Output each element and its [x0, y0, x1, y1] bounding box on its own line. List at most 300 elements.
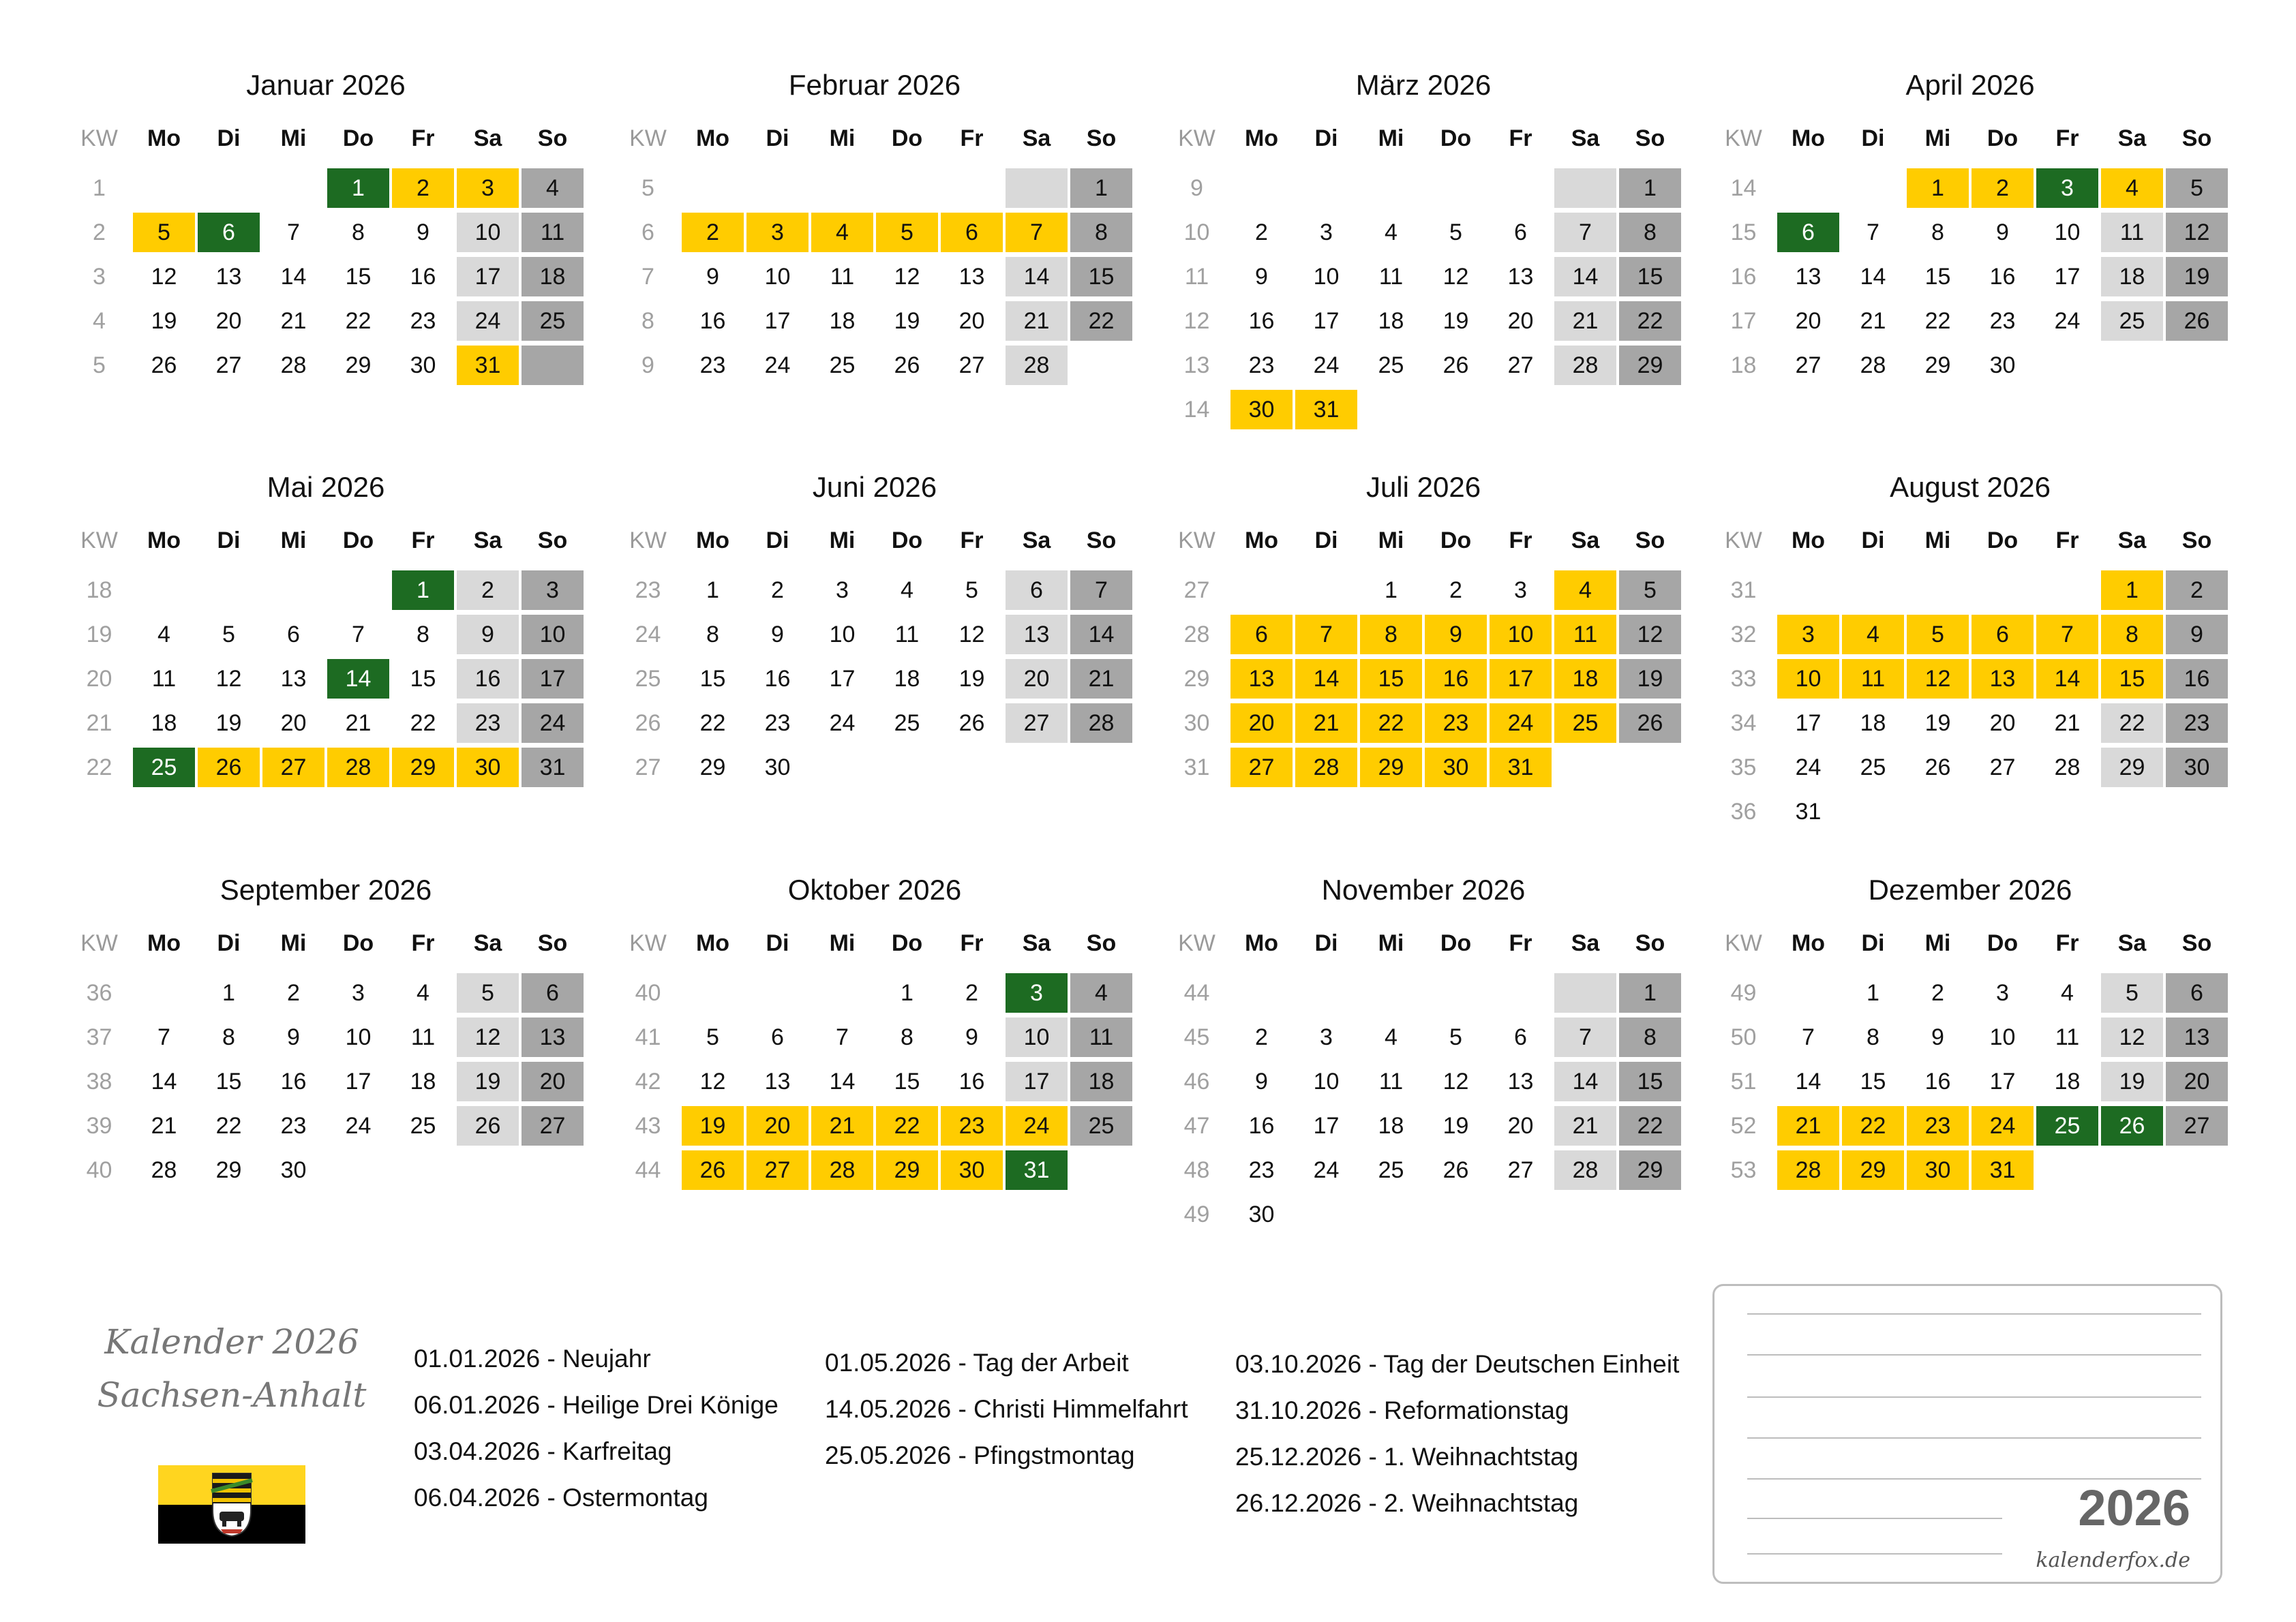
day-cell: 17: [829, 666, 856, 692]
day-cell: 7: [836, 1024, 849, 1050]
day-cell: 25: [1378, 352, 1404, 378]
weekday-header: Mi: [280, 527, 307, 553]
day-cell: 15: [1360, 659, 1422, 699]
weekday-header: Mo: [1244, 125, 1279, 151]
week-number: 8: [641, 308, 654, 334]
day-cell: 27: [1230, 748, 1293, 787]
day-cell: 29: [699, 754, 726, 780]
empty-day-cell: [1006, 748, 1068, 787]
day-cell: 17: [1313, 308, 1340, 334]
day-cell: 7: [1554, 1017, 1616, 1057]
week-number: 10: [1183, 219, 1210, 245]
week-number: 17: [1730, 308, 1757, 334]
day-cell: 4: [1070, 973, 1132, 1013]
day-cell: 12: [1907, 659, 1969, 699]
week-row: [1164, 1016, 1682, 1058]
note-line: [1747, 1437, 2201, 1439]
day-cell: 13: [280, 666, 307, 692]
day-cell: 24: [1313, 1157, 1340, 1183]
weekday-header: Sa: [1571, 930, 1600, 956]
day-cell: 23: [2166, 703, 2228, 743]
month-title: September 2026: [220, 874, 432, 906]
day-cell: 18: [2054, 1069, 2081, 1095]
weekday-header: Mo: [1244, 930, 1279, 956]
weekday-header: Di: [1314, 930, 1338, 956]
weekday-header: Do: [1987, 125, 2019, 151]
weekday-header: Fr: [411, 125, 435, 151]
kw-header: KW: [80, 930, 118, 956]
week-number: 49: [1730, 980, 1757, 1006]
day-cell: 29: [1842, 1150, 1904, 1190]
day-cell: 13: [215, 264, 242, 290]
day-cell: 11: [151, 666, 177, 692]
weekday-header: Fr: [960, 930, 984, 956]
week-row: [1711, 613, 2229, 656]
empty-day-cell: [2036, 570, 2098, 610]
day-cell: 13: [1507, 264, 1534, 290]
coat-of-arms-icon: [210, 1471, 254, 1539]
empty-day-cell: [1360, 168, 1422, 208]
empty-day-cell: [1554, 168, 1616, 208]
empty-day-cell: [1972, 792, 2034, 831]
empty-day-cell: [1425, 1195, 1487, 1234]
week-number: 51: [1730, 1069, 1757, 1095]
day-cell: 20: [1989, 710, 2016, 736]
week-number: 25: [635, 666, 661, 692]
day-cell: 25: [410, 1113, 436, 1139]
day-cell: 28: [151, 1157, 177, 1183]
weekday-header: So: [537, 930, 568, 956]
day-cell: 21: [1554, 301, 1616, 341]
week-row: [67, 1060, 585, 1103]
weekday-header: Sa: [2117, 527, 2147, 553]
day-cell: 8: [1867, 1024, 1879, 1050]
empty-day-cell: [1554, 748, 1616, 787]
weekday-header: Di: [1314, 527, 1338, 553]
day-cell: 29: [215, 1157, 242, 1183]
day-cell: 12: [151, 264, 177, 290]
day-cell: 19: [682, 1106, 744, 1146]
day-cell: 20: [1006, 659, 1068, 699]
day-cell: 2: [1255, 219, 1268, 245]
month-title: Mai 2026: [267, 471, 385, 503]
week-row: [1711, 344, 2229, 386]
week-row: [67, 167, 585, 209]
day-cell: 27: [262, 748, 324, 787]
week-row: [1711, 1060, 2229, 1103]
empty-day-cell: [1490, 973, 1552, 1013]
day-cell: 25: [1554, 703, 1616, 743]
day-cell: 26: [682, 1150, 744, 1190]
day-cell: 14: [829, 1069, 856, 1095]
day-cell: 6: [1514, 1024, 1527, 1050]
weekday-header: Di: [766, 527, 789, 553]
day-cell: 26: [958, 710, 985, 736]
day-cell: 8: [1619, 213, 1681, 252]
empty-day-cell: [746, 973, 809, 1013]
note-line: [1747, 1553, 2002, 1555]
day-cell: 27: [215, 352, 242, 378]
day-cell: 29: [2101, 748, 2163, 787]
day-cell: 1: [1070, 168, 1132, 208]
day-cell: 8: [706, 622, 719, 647]
week-number: 36: [86, 980, 112, 1006]
day-cell: 5: [1619, 570, 1681, 610]
day-cell: 21: [280, 308, 307, 334]
day-cell: 20: [958, 308, 985, 334]
holiday-list-2: [825, 1340, 1188, 1479]
day-cell: 6: [2166, 973, 2228, 1013]
day-cell: 20: [746, 1106, 809, 1146]
month-title: Januar 2026: [246, 69, 406, 101]
day-cell: 21: [1554, 1106, 1616, 1146]
weekday-header: Do: [891, 527, 923, 553]
day-cell: 3: [1006, 973, 1068, 1013]
note-line: [1747, 1518, 2002, 1519]
week-row: [67, 658, 585, 700]
day-cell: 25: [1860, 754, 1886, 780]
kw-header: KW: [629, 930, 667, 956]
kw-header: KW: [1725, 527, 1762, 553]
day-cell: 24: [345, 1113, 372, 1139]
day-cell: 15: [215, 1069, 242, 1095]
state-title: Sachsen-Anhalt: [97, 1375, 367, 1415]
weekday-header: Fr: [1509, 930, 1532, 956]
empty-day-cell: [2036, 792, 2098, 831]
day-cell: 22: [1842, 1106, 1904, 1146]
day-cell: 1: [392, 570, 454, 610]
day-cell: 15: [345, 264, 372, 290]
day-cell: 9: [1996, 219, 2009, 245]
week-number: 33: [1730, 666, 1757, 692]
day-cell: 19: [1442, 308, 1469, 334]
day-cell: 7: [1802, 1024, 1815, 1050]
month-title: Dezember 2026: [1868, 874, 2072, 906]
day-cell: 2: [682, 213, 744, 252]
week-number: 27: [635, 754, 661, 780]
week-number: 45: [1183, 1024, 1210, 1050]
empty-day-cell: [2166, 1150, 2228, 1190]
day-cell: 5: [876, 213, 938, 252]
day-cell: 3: [522, 570, 584, 610]
weekday-header: Di: [1861, 125, 1885, 151]
holiday-item: 03.04.2026 - Karfreitag: [414, 1437, 672, 1465]
day-cell: 16: [699, 308, 726, 334]
week-number: 34: [1730, 710, 1757, 736]
day-cell: 6: [1230, 615, 1293, 654]
calendar-title: Kalender 2026: [104, 1322, 359, 1362]
day-cell: 20: [215, 308, 242, 334]
day-cell: 22: [215, 1113, 242, 1139]
day-cell: 14: [2036, 659, 2098, 699]
day-cell: 28: [1777, 1150, 1839, 1190]
week-number: 14: [1730, 175, 1757, 201]
day-cell: 12: [2101, 1017, 2163, 1057]
weekday-header: So: [1086, 125, 1117, 151]
day-cell: 13: [522, 1017, 584, 1057]
empty-day-cell: [1006, 168, 1068, 208]
notes-box: [1712, 1284, 2222, 1584]
weekday-header: Do: [891, 125, 923, 151]
day-cell: 30: [457, 748, 519, 787]
day-cell: 30: [280, 1157, 307, 1183]
weekday-header: Sa: [1571, 527, 1600, 553]
day-cell: 13: [764, 1069, 791, 1095]
day-cell: 10: [1313, 264, 1340, 290]
day-cell: 5: [965, 577, 978, 603]
weekday-header: Fr: [2055, 930, 2079, 956]
week-number: 24: [635, 622, 661, 647]
weekday-header: So: [2181, 930, 2212, 956]
day-cell: 31: [1795, 799, 1822, 825]
day-cell: 2: [1972, 168, 2034, 208]
weekday-header: Fr: [411, 527, 435, 553]
day-cell: 28: [1006, 346, 1068, 385]
day-cell: 18: [1378, 308, 1404, 334]
weekday-header: Fr: [411, 930, 435, 956]
day-cell: 25: [522, 301, 584, 341]
day-cell: 22: [1924, 308, 1951, 334]
weekday-header: Di: [766, 125, 789, 151]
day-cell: 11: [2055, 1024, 2080, 1050]
day-cell: 24: [829, 710, 856, 736]
empty-day-cell: [811, 973, 873, 1013]
day-cell: 12: [958, 622, 985, 647]
day-cell: 26: [894, 352, 920, 378]
day-cell: 1: [901, 980, 913, 1006]
day-cell: 15: [1619, 257, 1681, 296]
week-row: [616, 746, 1134, 789]
weekday-header: Fr: [2055, 125, 2079, 151]
empty-day-cell: [2036, 1150, 2098, 1190]
day-cell: 11: [1378, 1069, 1404, 1095]
weekday-header-row: [1164, 119, 1682, 157]
empty-day-cell: [682, 973, 744, 1013]
kw-header: KW: [1178, 527, 1215, 553]
empty-day-cell: [1554, 1195, 1616, 1234]
day-cell: 26: [1442, 352, 1469, 378]
weekday-header: So: [1086, 930, 1117, 956]
day-cell: 17: [345, 1069, 372, 1095]
day-cell: 19: [2101, 1062, 2163, 1101]
week-row: [1711, 702, 2229, 744]
day-cell: 12: [894, 264, 920, 290]
day-cell: 14: [1070, 615, 1132, 654]
week-row: [1164, 211, 1682, 254]
empty-day-cell: [876, 748, 938, 787]
day-cell: 28: [327, 748, 389, 787]
week-number: 5: [93, 352, 106, 378]
empty-day-cell: [198, 570, 260, 610]
empty-day-cell: [1070, 748, 1132, 787]
week-row: [616, 702, 1134, 744]
day-cell: 21: [151, 1113, 177, 1139]
week-row: [1164, 344, 1682, 386]
day-cell: 15: [410, 666, 436, 692]
day-cell: 18: [522, 257, 584, 296]
week-row: [67, 1016, 585, 1058]
week-number: 35: [1730, 754, 1757, 780]
week-number: 42: [635, 1069, 661, 1095]
day-cell: 26: [151, 352, 177, 378]
day-cell: 2: [771, 577, 784, 603]
week-number: 7: [641, 264, 654, 290]
month-title: März 2026: [1355, 69, 1492, 101]
day-cell: 19: [457, 1062, 519, 1101]
day-cell: 23: [941, 1106, 1003, 1146]
empty-day-cell: [1070, 1150, 1132, 1190]
empty-day-cell: [1425, 390, 1487, 429]
week-number: 49: [1183, 1202, 1210, 1227]
week-row: [67, 1105, 585, 1147]
day-cell: 3: [457, 168, 519, 208]
empty-day-cell: [1554, 390, 1616, 429]
week-number: 21: [86, 710, 112, 736]
day-cell: 9: [417, 219, 429, 245]
day-cell: 14: [1006, 257, 1068, 296]
day-cell: 19: [894, 308, 920, 334]
weekday-header-row: [67, 119, 585, 157]
weekday-header: Mo: [695, 527, 730, 553]
week-row: [616, 613, 1134, 656]
day-cell: 18: [1070, 1062, 1132, 1101]
week-number: 38: [86, 1069, 112, 1095]
note-line: [1747, 1396, 2201, 1398]
month-title: Juni 2026: [812, 471, 937, 503]
day-cell: 25: [1070, 1106, 1132, 1146]
day-cell: 8: [1070, 213, 1132, 252]
empty-day-cell: [811, 168, 873, 208]
day-cell: 12: [215, 666, 242, 692]
weekday-header: Do: [342, 125, 374, 151]
weekday-header: So: [1635, 125, 1665, 151]
empty-day-cell: [1230, 168, 1293, 208]
day-cell: 8: [901, 1024, 913, 1050]
day-cell: 26: [1619, 703, 1681, 743]
day-cell: 20: [1795, 308, 1822, 334]
week-row: [616, 300, 1134, 342]
holiday-list-1: [414, 1336, 779, 1521]
day-cell: 16: [958, 1069, 985, 1095]
week-row: [1164, 256, 1682, 298]
weekday-header: Do: [1987, 527, 2019, 553]
day-cell: 15: [1619, 1062, 1681, 1101]
week-row: [67, 256, 585, 298]
empty-day-cell: [1777, 973, 1839, 1013]
weekday-header-row: [616, 924, 1134, 962]
day-cell: 16: [1248, 308, 1275, 334]
week-row: [616, 344, 1134, 386]
day-cell: 4: [157, 622, 170, 647]
week-row: [1711, 791, 2229, 833]
week-number: 27: [1183, 577, 1210, 603]
week-number: 22: [86, 754, 112, 780]
week-row: [67, 569, 585, 611]
holiday-item: 31.10.2026 - Reformationstag: [1235, 1396, 1569, 1424]
week-number: 12: [1183, 308, 1210, 334]
day-cell: 1: [1867, 980, 1879, 1006]
day-cell: 19: [958, 666, 985, 692]
week-number: 18: [1730, 352, 1757, 378]
day-cell: 3: [1514, 577, 1527, 603]
day-cell: 1: [1619, 168, 1681, 208]
day-cell: 1: [1385, 577, 1398, 603]
note-line: [1747, 1313, 2201, 1315]
week-row: [616, 569, 1134, 611]
empty-day-cell: [2166, 346, 2228, 385]
empty-day-cell: [941, 168, 1003, 208]
week-row: [67, 972, 585, 1014]
day-cell: 3: [1320, 219, 1333, 245]
day-cell: 6: [198, 213, 260, 252]
day-cell: 23: [457, 703, 519, 743]
day-cell: 17: [1490, 659, 1552, 699]
week-number: 37: [86, 1024, 112, 1050]
week-row: [1711, 746, 2229, 789]
holiday-item: 26.12.2026 - 2. Weihnachtstag: [1235, 1489, 1579, 1517]
day-cell: 10: [457, 213, 519, 252]
day-cell: 16: [1924, 1069, 1951, 1095]
empty-day-cell: [2101, 346, 2163, 385]
week-row: [1711, 1016, 2229, 1058]
day-cell: 19: [1442, 1113, 1469, 1139]
day-cell: 27: [1507, 352, 1534, 378]
weekday-header: Sa: [2117, 125, 2147, 151]
day-cell: 2: [1449, 577, 1462, 603]
day-cell: 3: [352, 980, 365, 1006]
day-cell: 13: [2166, 1017, 2228, 1057]
day-cell: 12: [1442, 264, 1469, 290]
empty-day-cell: [2101, 1150, 2163, 1190]
day-cell: 15: [1070, 257, 1132, 296]
weekday-header: Do: [891, 930, 923, 956]
day-cell: 28: [1554, 1150, 1616, 1190]
empty-day-cell: [2101, 792, 2163, 831]
week-row: [1711, 658, 2229, 700]
day-cell: 4: [522, 168, 584, 208]
day-cell: 31: [522, 748, 584, 787]
day-cell: 26: [198, 748, 260, 787]
holiday-item: 25.05.2026 - Pfingstmontag: [825, 1441, 1135, 1469]
empty-day-cell: [133, 168, 195, 208]
day-cell: 3: [1320, 1024, 1333, 1050]
day-cell: 13: [1006, 615, 1068, 654]
weekday-header: Di: [217, 527, 241, 553]
empty-day-cell: [198, 168, 260, 208]
week-row: [1164, 702, 1682, 744]
weekday-header-row: [67, 521, 585, 560]
day-cell: 3: [1777, 615, 1839, 654]
day-cell: 12: [457, 1017, 519, 1057]
day-cell: 17: [1006, 1062, 1068, 1101]
day-cell: 4: [901, 577, 913, 603]
weekday-header: Fr: [960, 527, 984, 553]
weekday-header: Sa: [473, 930, 502, 956]
week-number: 46: [1183, 1069, 1210, 1095]
day-cell: 19: [151, 308, 177, 334]
week-number: 29: [1183, 666, 1210, 692]
day-cell: 17: [764, 308, 791, 334]
day-cell: 9: [457, 615, 519, 654]
weekday-header: Do: [342, 930, 374, 956]
weekday-header-row: [1164, 521, 1682, 560]
empty-day-cell: [1619, 1195, 1681, 1234]
day-cell: 6: [1514, 219, 1527, 245]
day-cell: 19: [215, 710, 242, 736]
weekday-header: So: [2181, 125, 2212, 151]
day-cell: 29: [1619, 346, 1681, 385]
day-cell: 11: [1842, 659, 1904, 699]
